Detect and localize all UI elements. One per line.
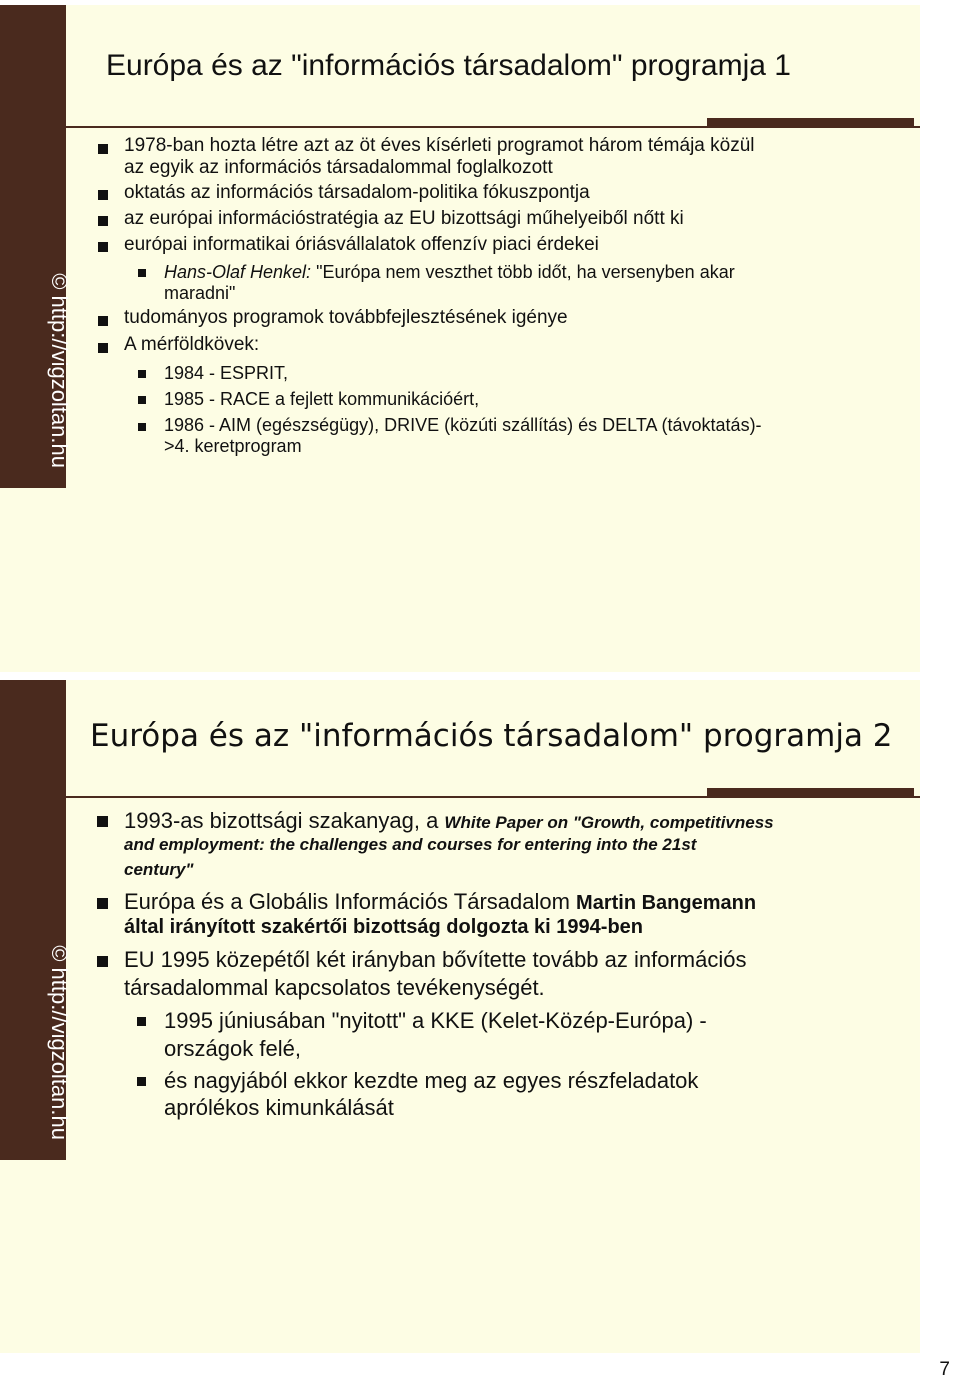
page-number: 7 [939, 1359, 950, 1380]
sub-bullet-text: és nagyjából ekkor kezdte meg az egyes részfeladatok [164, 1068, 699, 1093]
bullet-square-icon [98, 144, 108, 154]
sub-bullet-text: maradni" [164, 283, 236, 303]
sub-bullet-square-icon [138, 370, 146, 378]
sub-bullet-square-icon [137, 1017, 146, 1026]
slide-title: Európa és az "információs társadalom" programja 2 [90, 718, 893, 754]
sub-bullet-square-icon [138, 269, 146, 277]
bullet-text: által irányított szakértői bizottság dolgozta ki 1994-ben [124, 916, 643, 938]
bullet-square-icon [97, 956, 108, 967]
slide-1 [0, 5, 920, 672]
bullet-text: tudományos programok továbbfejlesztésének igénye [124, 307, 568, 328]
sidebar-band [0, 5, 72, 488]
bullet-text: EU 1995 közepétől két irányban bővítette tovább az információs [124, 947, 747, 972]
bullet-text: az európai információstratégia az EU bizottsági műhelyeiből nőtt ki [124, 208, 684, 229]
title-divider-bar [707, 118, 914, 128]
sub-bullet-square-icon [138, 423, 146, 431]
slide-2 [0, 680, 920, 1353]
sub-bullet-text: aprólékos kimunkálását [164, 1095, 394, 1120]
bullet-square-icon [97, 898, 108, 909]
bullet-text: A mérföldkövek: [124, 334, 260, 355]
sidebar-band [0, 680, 72, 1160]
sub-bullet-text: országok felé, [164, 1036, 301, 1061]
sub-bullet-text: 1985 - RACE a fejlett kommunikációért, [164, 389, 480, 409]
bullet-square-icon [97, 816, 108, 827]
watermark: © http://vigzoltan.hu [47, 273, 72, 468]
sub-bullet-square-icon [137, 1077, 146, 1086]
bullet-square-icon [98, 216, 108, 226]
slide-title: Európa és az "információs társadalom" programja 1 [106, 49, 791, 82]
bullet-square-icon [98, 343, 108, 353]
title-divider-bar [707, 788, 914, 798]
bullet-text: európai informatikai óriásvállalatok offenzív piaci érdekei [124, 234, 599, 255]
bullet-text: 1978-ban hozta létre azt az öt éves kísérleti programot három témája közül [124, 135, 755, 156]
bullet-text: oktatás az információs társadalom-politika fókuszpontja [124, 182, 590, 203]
sub-bullet-text: 1986 - AIM (egészségügy), DRIVE (közúti szállítás) és DELTA (távoktatás)- [164, 415, 762, 435]
bullet-text: century" [124, 860, 194, 879]
watermark: © http://vigzoltan.hu [47, 945, 72, 1140]
bullet-square-icon [98, 242, 108, 252]
sub-bullet-text: Hans-Olaf Henkel: "Európa nem veszthet több időt, ha versenyben akar [164, 262, 735, 282]
bullet-text: az egyik az információs társadalommal foglalkozott [124, 157, 553, 178]
bullet-square-icon [98, 190, 108, 200]
bullet-text: Európa és a Globális Információs Társadalom Martin Bangemann [124, 889, 757, 914]
bullet-text: társadalommal kapcsolatos tevékenységét. [124, 975, 545, 1000]
sub-bullet-text: 1995 júniusában "nyitott" a KKE (Kelet-Közép-Európa) - [164, 1008, 707, 1033]
sub-bullet-square-icon [138, 396, 146, 404]
bullet-text: 1993-as bizottsági szakanyag, a White Paper on "Growth, competitivness [124, 808, 774, 833]
sub-bullet-text: 1984 - ESPRIT, [164, 363, 289, 383]
bullet-text: and employment: the challenges and courses for entering into the 21st [124, 835, 697, 854]
bullet-square-icon [98, 316, 108, 326]
sub-bullet-text: >4. keretprogram [164, 436, 302, 456]
